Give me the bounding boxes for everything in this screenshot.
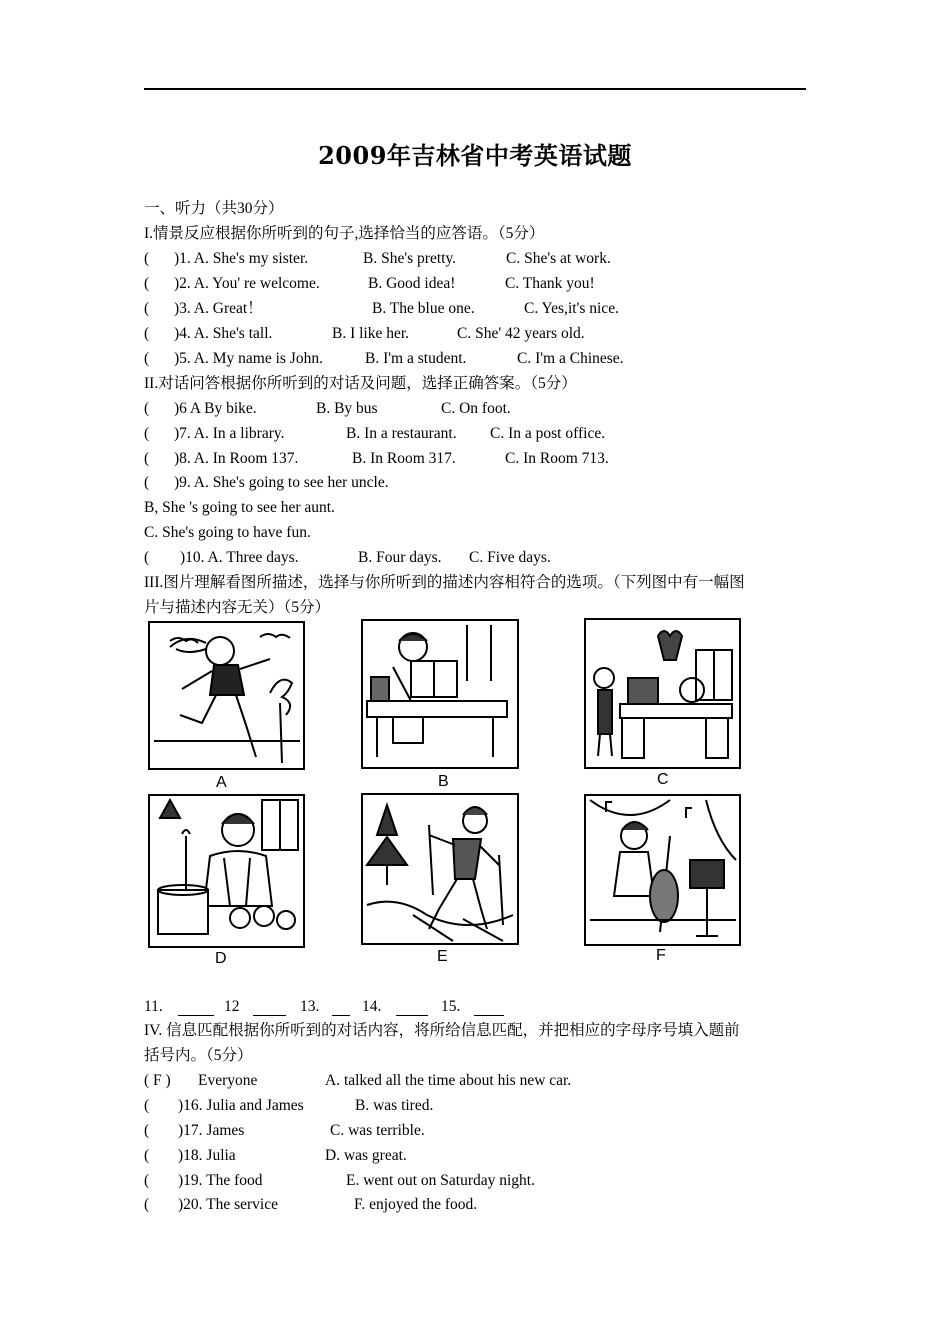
answer-bracket: ( — [144, 549, 150, 566]
option-c: C. I'm a Chinese. — [517, 350, 624, 367]
option-a: )3. A. Great！ — [174, 300, 263, 317]
option-b: B. In a restaurant. — [346, 425, 457, 442]
part1-heading: I.情景反应根据你所听到的句子,选择恰当的应答语。（5分） — [144, 225, 545, 242]
answer-bracket: ( — [144, 474, 150, 491]
blank-label-15: 15. — [441, 998, 461, 1015]
picture-label-b: B — [438, 773, 449, 790]
match-right: F. enjoyed the food. — [354, 1196, 478, 1213]
option-b: B. Good idea! — [368, 275, 456, 292]
answer-blank-13[interactable] — [332, 1015, 350, 1016]
option-b: B. Four days. — [358, 549, 442, 566]
match-right: A. talked all the time about his new car. — [325, 1072, 572, 1089]
answer-bracket: ( — [144, 1147, 150, 1164]
picture-label-c: C — [657, 771, 669, 788]
part4-heading-line1: IV. 信息匹配根据你所听到的对话内容，将所给信息匹配，并把相应的字母序号填入题前 — [144, 1022, 740, 1039]
match-right: C. was terrible. — [330, 1122, 425, 1139]
answer-bracket: ( — [144, 275, 150, 292]
picture-d-boy-cooking — [148, 794, 305, 948]
option-a: )8. A. In Room 137. — [174, 450, 299, 467]
section-heading: 一、听力（共30分） — [144, 200, 284, 217]
answer-bracket: ( — [144, 1097, 150, 1114]
option-b: B. In Room 317. — [352, 450, 456, 467]
answer-bracket: ( — [144, 300, 150, 317]
answer-blank-15[interactable] — [474, 1015, 504, 1016]
answer-blank-12[interactable] — [253, 1015, 286, 1016]
question-9-option-b: B, She 's going to see her aunt. — [144, 499, 335, 516]
option-a: )4. A. She's tall. — [174, 325, 273, 342]
option-a: )1. A. She's my sister. — [174, 250, 309, 267]
answer-blank-11[interactable] — [178, 1015, 214, 1016]
option-a: )5. A. My name is John. — [174, 350, 323, 367]
answer-bracket: ( — [144, 1196, 150, 1213]
match-left: )16. Julia and James — [178, 1097, 304, 1114]
option-c: C. She' 42 years old. — [457, 325, 585, 342]
picture-answer-blanks — [144, 997, 544, 1019]
option-a: )2. A. You' re welcome. — [174, 275, 320, 292]
option-a: )9. A. She's going to see her uncle. — [174, 474, 389, 491]
question-9-option-c: C. She's going to have fun. — [144, 524, 311, 541]
answer-bracket: ( — [144, 250, 150, 267]
answer-bracket: ( F ) — [144, 1072, 171, 1089]
match-right: D. was great. — [325, 1147, 407, 1164]
match-left: Everyone — [198, 1072, 258, 1089]
match-right: E. went out on Saturday night. — [346, 1172, 535, 1189]
option-a: )10. A. Three days. — [180, 549, 299, 566]
picture-label-d: D — [215, 950, 227, 967]
option-b: B. I like her. — [332, 325, 410, 342]
answer-bracket: ( — [144, 400, 150, 417]
part3-heading-line2: 片与描述内容无关）（5分） — [144, 599, 331, 616]
header-rule — [144, 88, 806, 90]
picture-label-a: A — [216, 774, 227, 791]
blank-label-14: 14. — [362, 998, 382, 1015]
part3-heading-line1: III.图片理解看图所描述，选择与你所听到的描述内容相符合的选项。（下列图中有一幅图 — [144, 574, 745, 591]
match-left: )18. Julia — [178, 1147, 236, 1164]
picture-f-boy-cello — [584, 794, 741, 946]
option-b: B. By bus — [316, 400, 378, 417]
option-b: B. The blue one. — [372, 300, 475, 317]
answer-bracket: ( — [144, 450, 150, 467]
picture-e-skier — [361, 793, 519, 945]
option-c: C. Thank you! — [505, 275, 595, 292]
match-left: )19. The food — [178, 1172, 263, 1189]
answer-bracket: ( — [144, 1172, 150, 1189]
match-left: )20. The service — [178, 1196, 278, 1213]
answer-bracket: ( — [144, 325, 150, 342]
option-a: )7. A. In a library. — [174, 425, 285, 442]
option-b: B. I'm a student. — [365, 350, 467, 367]
option-c: C. She's at work. — [506, 250, 611, 267]
blank-label-12: 12 — [224, 998, 240, 1015]
picture-c-teacher-desk — [584, 618, 741, 769]
picture-label-e: E — [437, 948, 448, 965]
page-title: 2009年吉林省中考英语试题 — [318, 141, 632, 170]
picture-label-f: F — [656, 947, 666, 964]
part4-heading-line2: 括号内。（5分） — [144, 1047, 253, 1064]
blank-label-13: 13. — [300, 998, 320, 1015]
option-c: C. Five days. — [469, 549, 551, 566]
option-c: C. In a post office. — [490, 425, 606, 442]
match-right: B. was tired. — [355, 1097, 434, 1114]
option-c: C. Yes,it's nice. — [524, 300, 619, 317]
match-left: )17. James — [178, 1122, 245, 1139]
answer-bracket: ( — [144, 425, 150, 442]
option-c: C. In Room 713. — [505, 450, 609, 467]
answer-bracket: ( — [144, 1122, 150, 1139]
picture-b-boy-reading — [361, 619, 519, 769]
answer-blank-14[interactable] — [396, 1015, 428, 1016]
answer-bracket: ( — [144, 350, 150, 367]
option-a: )6 A By bike. — [174, 400, 257, 417]
picture-a-running-girl — [148, 621, 305, 770]
option-c: C. On foot. — [441, 400, 511, 417]
blank-label-11: 11. — [144, 998, 163, 1015]
part2-heading: II.对话问答根据你所听到的对话及问题，选择正确答案。（5分） — [144, 375, 577, 392]
option-b: B. She's pretty. — [363, 250, 457, 267]
